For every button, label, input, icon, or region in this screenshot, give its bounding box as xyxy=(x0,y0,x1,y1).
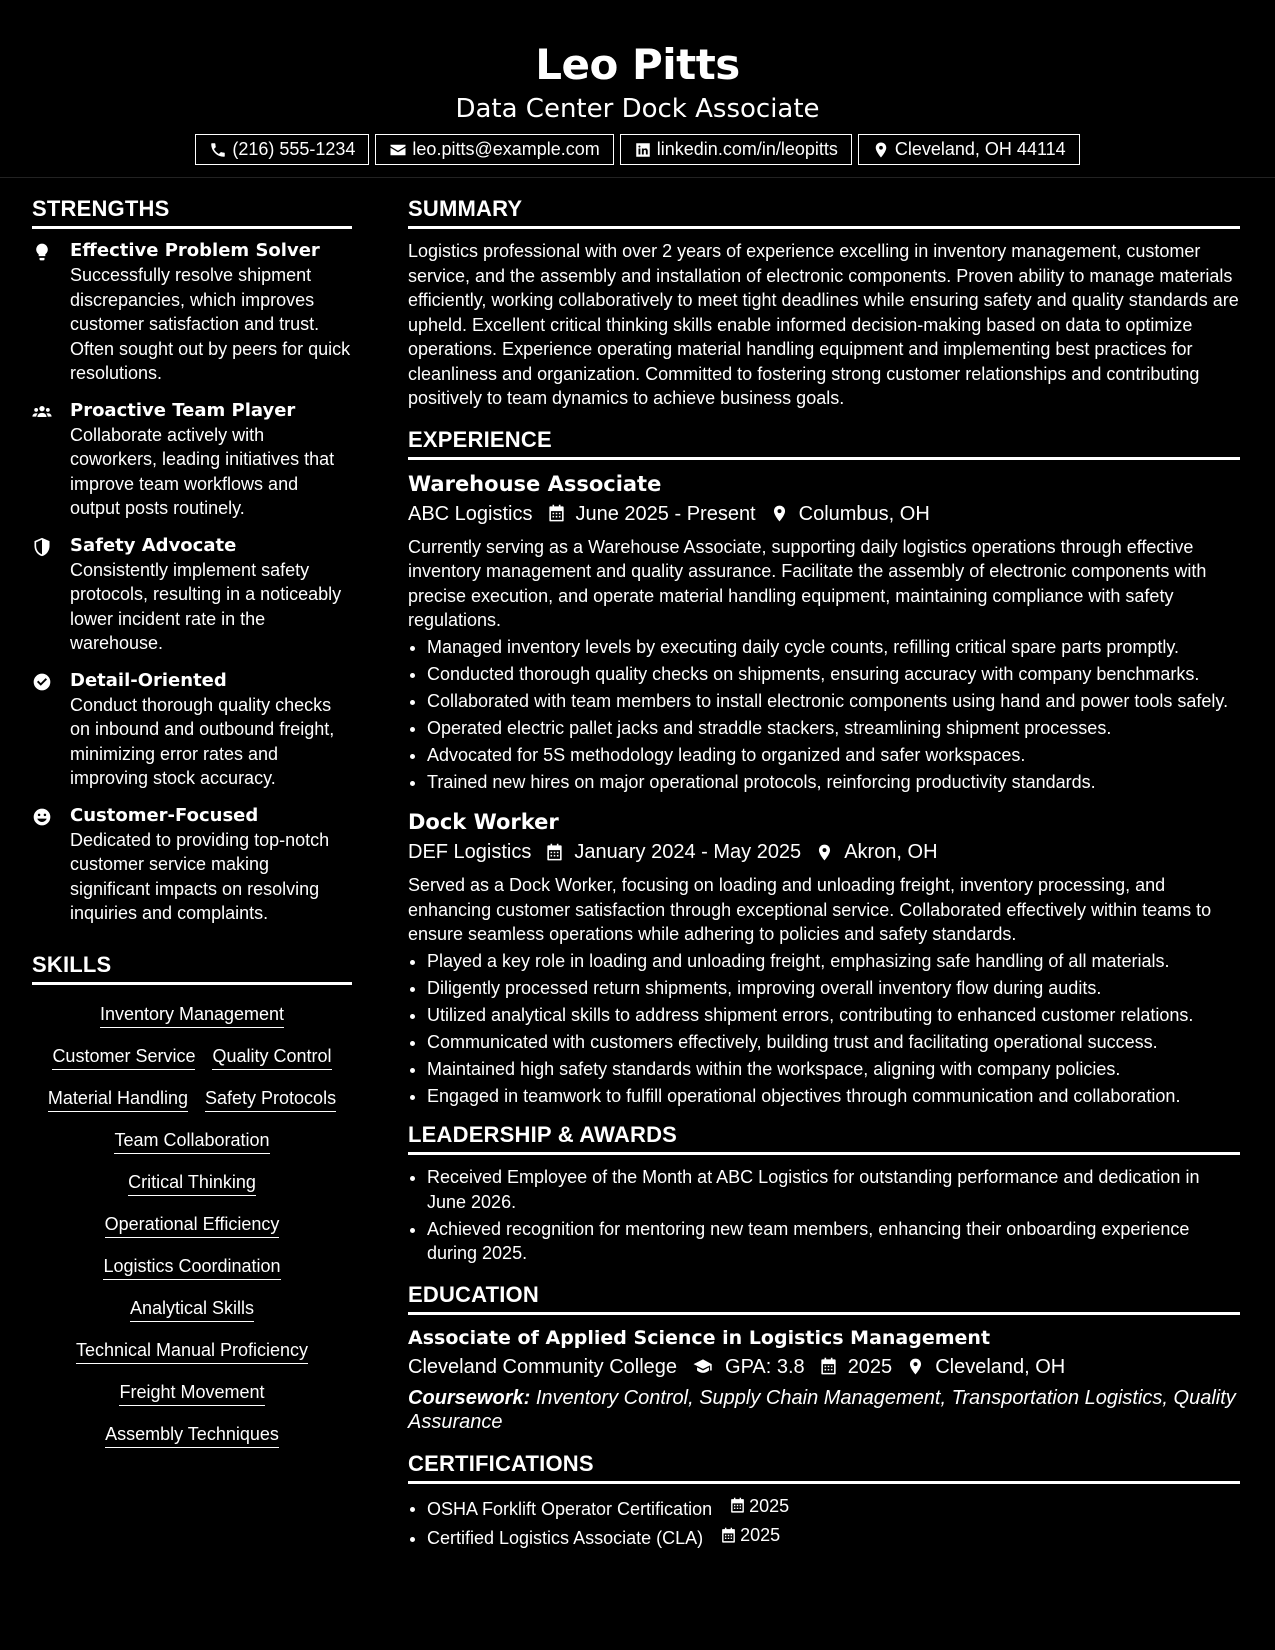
job-location: Akron, OH xyxy=(844,841,938,863)
contact-phone-text: (216) 555-1234 xyxy=(232,139,356,159)
candidate-name: Leo Pitts xyxy=(535,40,740,89)
strength-desc: Conduct thorough quality checks on inbound and outbound freight, minimizing error rates and improving stock accuracy. xyxy=(70,694,335,788)
strength-title: Safety Advocate xyxy=(70,534,237,556)
certifications-section xyxy=(408,1451,1240,1551)
skill-tag: Critical Thinking xyxy=(128,1171,256,1196)
leadership-heading: LEADERSHIP & AWARDS xyxy=(408,1122,1240,1155)
skill-tag: Freight Movement xyxy=(119,1381,264,1406)
location-icon xyxy=(906,1357,925,1376)
job-description: Currently serving as a Warehouse Associate, supporting daily logistics operations through effective inventory management and quality assurance. Facilitate the assembly of electronic components with precise execution, and operate material handling equipment, maintaining compliance with safety regulations. xyxy=(408,536,1207,630)
contact-email-text: leo.pitts@example.com xyxy=(412,139,600,159)
strength-item xyxy=(32,669,352,791)
strength-title: Proactive Team Player xyxy=(70,399,296,421)
right-column xyxy=(408,196,1240,1567)
job-bullet: • Collaborated with team members to install electronic components using hand and power tools safely. xyxy=(427,689,1240,714)
skill-tag: Logistics Coordination xyxy=(103,1255,280,1280)
strength-item xyxy=(32,239,352,386)
skill-tag: Material Handling xyxy=(48,1087,188,1112)
certification-item xyxy=(427,1523,1240,1550)
graduation-cap-icon xyxy=(691,1357,715,1376)
job-company: ABC Logistics xyxy=(408,502,533,525)
award-item: • Achieved recognition for mentoring new team members, enhancing their onboarding experience during 2025. xyxy=(427,1217,1240,1266)
education-meta xyxy=(408,1352,1240,1382)
strength-item xyxy=(32,804,352,926)
job-meta xyxy=(408,499,1240,529)
award-item: • Received Employee of the Month at ABC Logistics for outstanding performance and dedication in June 2026. xyxy=(427,1165,1240,1214)
skills-list xyxy=(32,1003,352,1448)
job-bullet: • Engaged in teamwork to fulfill operational objectives through communication and collaboration. xyxy=(427,1084,1240,1109)
skill-tag: Technical Manual Proficiency xyxy=(76,1339,308,1364)
degree-title: Associate of Applied Science in Logistics Management xyxy=(408,1326,991,1349)
users-icon xyxy=(32,402,52,422)
calendar-icon xyxy=(720,1527,737,1544)
skill-tag: Assembly Techniques xyxy=(105,1423,279,1448)
skill-tag: Inventory Management xyxy=(100,1003,284,1028)
location-icon xyxy=(815,843,834,862)
location-icon xyxy=(872,141,890,159)
job-bullet: • Managed inventory levels by executing daily cycle counts, refilling critical spare parts promptly. xyxy=(427,635,1240,660)
job-bullet: • Operated electric pallet jacks and straddle stackers, streamlining shipment processes. xyxy=(427,716,1240,741)
job-bullet: • Played a key role in loading and unloading freight, emphasizing safe handling of all materials. xyxy=(427,949,1240,974)
check-circle-icon xyxy=(32,672,52,692)
candidate-title: Data Center Dock Associate xyxy=(455,94,820,124)
gpa: GPA: 3.8 xyxy=(725,1355,805,1378)
strength-desc: Collaborate actively with coworkers, leading initiatives that improve team workflows and output posts routinely. xyxy=(70,424,335,518)
certification-name: Certified Logistics Associate (CLA) xyxy=(427,1528,704,1548)
certifications-heading: CERTIFICATIONS xyxy=(408,1451,1240,1484)
skill-tag: Team Collaboration xyxy=(114,1129,269,1154)
certification-list xyxy=(408,1494,1240,1551)
certification-year: 2025 xyxy=(740,1525,781,1546)
leadership-section xyxy=(408,1122,1240,1266)
linkedin-icon xyxy=(634,141,652,159)
coursework-label: Coursework: xyxy=(408,1386,531,1409)
summary-heading: SUMMARY xyxy=(408,196,1240,229)
job-bullets xyxy=(408,635,1240,795)
job-bullet: • Utilized analytical skills to address shipment errors, contributing to enhanced customer relations. xyxy=(427,1003,1240,1028)
shield-icon xyxy=(32,537,52,557)
strength-desc: Successfully resolve shipment discrepancies, which improves customer satisfaction and trust. Often sought out by peers for quick resolutions. xyxy=(70,265,351,383)
location-icon xyxy=(770,504,789,523)
job-meta xyxy=(408,837,1240,867)
leadership-list xyxy=(408,1165,1240,1266)
job-title: Dock Worker xyxy=(408,810,559,834)
job-bullets xyxy=(408,949,1240,1109)
smile-icon xyxy=(32,807,52,827)
contact-bar xyxy=(0,134,1275,165)
skills-heading: SKILLS xyxy=(32,952,352,985)
skill-tag: Quality Control xyxy=(212,1045,331,1070)
job-description: Served as a Dock Worker, focusing on loading and unloading freight, inventory processing, and enhancing customer satisfaction through exceptional service. Collaborated effectively within teams to ensure seamless operations while adhering to policies and safety standards. xyxy=(408,875,1212,944)
contact-location[interactable] xyxy=(858,134,1080,165)
job-title: Warehouse Associate xyxy=(408,471,662,496)
email-icon xyxy=(389,141,407,159)
education-section xyxy=(408,1282,1240,1435)
job-bullet: • Trained new hires on major operational protocols, reinforcing productivity standards. xyxy=(427,770,1240,795)
phone-icon xyxy=(209,141,227,159)
certification-name: OSHA Forklift Operator Certification xyxy=(427,1498,713,1519)
strengths-heading: STRENGTHS xyxy=(32,196,352,229)
calendar-icon xyxy=(729,1497,746,1514)
skill-tag: Customer Service xyxy=(52,1045,195,1070)
strength-desc: Consistently implement safety protocols, resulting in a noticeably lower incident rate in the warehouse. xyxy=(70,559,342,653)
strength-desc: Dedicated to providing top-notch customer service making significant impacts on resolving inquiries and complaints. xyxy=(70,829,330,923)
strength-title: Effective Problem Solver xyxy=(70,240,320,261)
job-company: DEF Logistics xyxy=(408,841,532,863)
skill-tag: Safety Protocols xyxy=(205,1087,336,1112)
job-dates: January 2024 - May 2025 xyxy=(574,841,802,863)
coursework-list: Inventory Control, Supply Chain Management, Transportation Logistics, Quality Assurance xyxy=(408,1386,1236,1433)
job-dates: June 2025 - Present xyxy=(575,502,756,525)
summary-text: Logistics professional with over 2 years of experience excelling in inventory management, customer service, and the assembly and installation of electronic components. Proven ability to manage materials efficiently, working collaboratively to meet tight deadlines while ensuring safety and quality standards are upheld. Excellent critical thinking skills enable informed decision-making based on data to optimize operations. Experience operating material handling equipment and implementing best practices for cleanliness and organization. Committed to fostering strong customer relationships and contributing positively to team dynamics to achieve business goals. xyxy=(408,241,1239,408)
contact-linkedin-text: linkedin.com/in/leopitts xyxy=(656,139,838,159)
certification-item xyxy=(427,1494,1240,1521)
certification-year: 2025 xyxy=(749,1495,790,1516)
school-location: Cleveland, OH xyxy=(935,1355,1066,1378)
contact-phone[interactable] xyxy=(195,134,369,165)
job-location: Columbus, OH xyxy=(798,502,930,525)
strength-title: Detail-Oriented xyxy=(70,669,227,691)
left-column xyxy=(32,196,352,1448)
coursework xyxy=(408,1386,1240,1435)
job-bullet: • Maintained high safety standards within the workspace, aligning with company policies. xyxy=(427,1057,1240,1082)
job-bullet: • Communicated with customers effectively, building trust and facilitating operational success. xyxy=(427,1030,1240,1055)
education-heading: EDUCATION xyxy=(408,1282,1240,1315)
calendar-icon xyxy=(545,843,564,862)
job-bullet: • Advocated for 5S methodology leading to organized and safer workspaces. xyxy=(427,743,1240,768)
job-entry xyxy=(408,470,1240,795)
graduation-year: 2025 xyxy=(847,1355,893,1378)
skill-tag: Operational Efficiency xyxy=(105,1213,280,1238)
resume-header xyxy=(0,0,1275,178)
strength-title: Customer-Focused xyxy=(70,804,259,826)
contact-linkedin[interactable] xyxy=(620,134,852,165)
strength-item xyxy=(32,534,352,656)
job-bullet: • Diligently processed return shipments, improving overall inventory flow during audits. xyxy=(427,976,1240,1001)
contact-email[interactable] xyxy=(375,134,613,165)
contact-location-text: Cleveland, OH 44114 xyxy=(894,139,1066,159)
job-bullet: • Conducted thorough quality checks on shipments, ensuring accuracy with company benchmarks. xyxy=(427,662,1240,687)
strength-item xyxy=(32,399,352,521)
school-name: Cleveland Community College xyxy=(408,1355,678,1378)
experience-heading: EXPERIENCE xyxy=(408,427,1240,460)
job-entry xyxy=(408,808,1240,1108)
calendar-icon xyxy=(547,504,566,523)
calendar-icon xyxy=(819,1357,838,1376)
skill-tag: Analytical Skills xyxy=(130,1297,254,1322)
lightbulb-icon xyxy=(32,242,52,262)
